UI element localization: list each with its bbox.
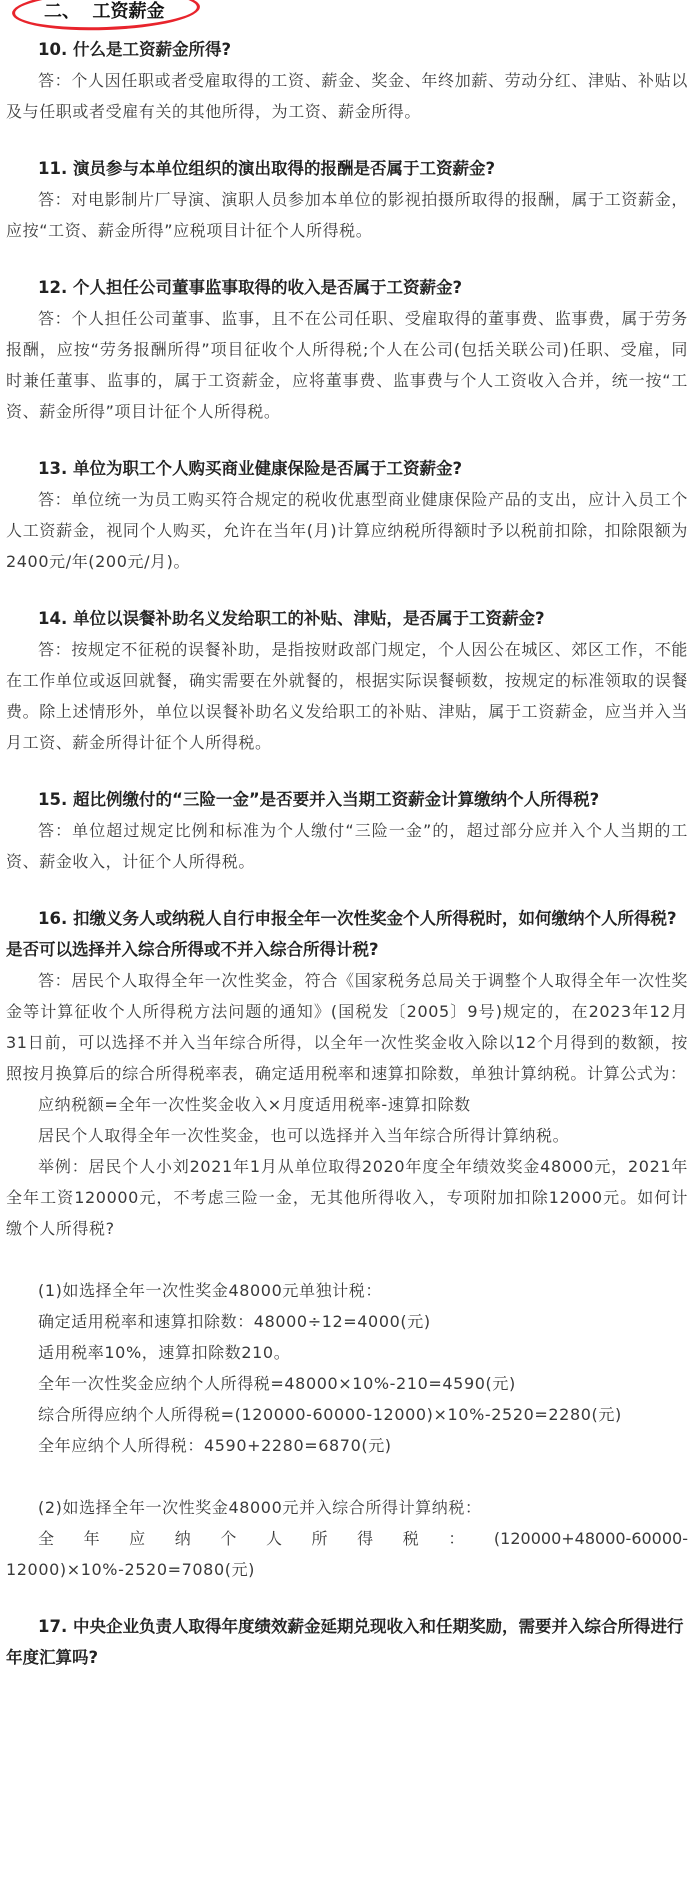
qa-item-12 xyxy=(6,272,688,427)
spacer xyxy=(6,1461,688,1492)
calc-line: 确定适用税率和速算扣除数：48000÷12=4000(元) xyxy=(38,1312,431,1331)
question: 12. 个人担任公司董事监事取得的收入是否属于工资薪金? xyxy=(38,278,463,297)
calc-line: 适用税率10%，速算扣除数210。 xyxy=(38,1343,291,1362)
answer-note: 居民个人取得全年一次性奖金，也可以选择并入当年综合所得计算纳税。 xyxy=(38,1126,570,1145)
qa-item-13 xyxy=(6,453,688,577)
answer: 答：个人因任职或者受雇取得的工资、薪金、奖金、年终加薪、劳动分红、津贴、补贴以及与任职或者受雇有关的其他所得，为工资、薪金所得。 xyxy=(6,71,688,121)
option-1-heading: (1)如选择全年一次性奖金48000元单独计税： xyxy=(38,1281,382,1300)
calc-line: 综合所得应纳个人所得税=(120000-60000-12000)×10%-2520=2280(元) xyxy=(38,1405,622,1424)
question: 14. 单位以误餐补助名义发给职工的补贴、津贴，是否属于工资薪金? xyxy=(38,609,545,628)
answer: 答：对电影制片厂导演、演职人员参加本单位的影视拍摄所取得的报酬，属于工资薪金，应按“工资、薪金所得”应税项目计征个人所得税。 xyxy=(6,190,688,240)
answer: 答：单位统一为员工购买符合规定的税收优惠型商业健康保险产品的支出，应计入员工个人工资薪金，视同个人购买，允许在当年(月)计算应纳税所得额时予以税前扣除，扣除限额为2400元/年(200元/月)。 xyxy=(6,490,688,571)
calc-line: 12000)×10%-2520=7080(元) xyxy=(6,1560,256,1579)
calc-line: 全年应纳个人所得税：(120000+48000-60000- xyxy=(38,1529,688,1548)
question: 10. 什么是工资薪金所得? xyxy=(38,40,232,59)
formula: 应纳税额=全年一次性奖金收入×月度适用税率-速算扣除数 xyxy=(38,1095,471,1114)
qa-item-17 xyxy=(6,1611,688,1673)
question: 16. 扣缴义务人或纳税人自行申报全年一次性奖金个人所得税时，如何缴纳个人所得税?是否可以选择并入综合所得或不并入综合所得计税? xyxy=(6,909,677,959)
qa-item-10 xyxy=(6,34,688,127)
question: 15. 超比例缴付的“三险一金”是否要并入当期工资薪金计算缴纳个人所得税? xyxy=(38,790,600,809)
section-title: 二、 工资薪金 xyxy=(44,1,165,22)
qa-item-15 xyxy=(6,784,688,877)
qa-item-11 xyxy=(6,153,688,246)
answer: 答：单位超过规定比例和标准为个人缴付“三险一金”的，超过部分应并入个人当期的工资、薪金收入，计征个人所得税。 xyxy=(6,821,688,871)
option-2-heading: (2)如选择全年一次性奖金48000元并入综合所得计算纳税： xyxy=(38,1498,482,1517)
qa-item-16 xyxy=(6,903,688,1585)
section-header xyxy=(6,0,688,30)
answer: 答：居民个人取得全年一次性奖金，符合《国家税务总局关于调整个人取得全年一次性奖金等计算征收个人所得税方法问题的通知》(国税发〔2005〕9号)规定的，在2023年12月31日前，可以选择不并入当年综合所得，以全年一次性奖金收入除以12个月得到的数额，按照按月换算后的综合所得税率表，确定适用税率和速算扣除数，单独计算纳税。计算公式为： xyxy=(6,971,688,1083)
answer: 答：个人担任公司董事、监事，且不在公司任职、受雇取得的董事费、监事费，属于劳务报酬，应按“劳务报酬所得”项目征收个人所得税;个人在公司(包括关联公司)任职、受雇，同时兼任董事、监事的，属于工资薪金，应将董事费、监事费与个人工资收入合并，统一按“工资、薪金所得”项目计征个人所得税。 xyxy=(6,309,688,421)
example: 举例：居民个人小刘2021年1月从单位取得2020年度全年绩效奖金48000元，2021年全年工资120000元，不考虑三险一金，无其他所得收入，专项附加扣除12000元。如何计缴个人所得税? xyxy=(6,1157,688,1238)
qa-item-14 xyxy=(6,603,688,758)
question: 17. 中央企业负责人取得年度绩效薪金延期兑现收入和任期奖励，需要并入综合所得进行年度汇算吗? xyxy=(6,1617,684,1667)
spacer xyxy=(6,1244,688,1275)
question: 11. 演员参与本单位组织的演出取得的报酬是否属于工资薪金? xyxy=(38,159,496,178)
calc-line: 全年一次性奖金应纳个人所得税=48000×10%-210=4590(元) xyxy=(38,1374,516,1393)
calc-line: 全年应纳个人所得税：4590+2280=6870(元) xyxy=(38,1436,392,1455)
answer: 答：按规定不征税的误餐补助，是指按财政部门规定，个人因公在城区、郊区工作，不能在工作单位或返回就餐，确实需要在外就餐的，根据实际误餐顿数，按规定的标准领取的误餐费。除上述情形外，单位以误餐补助名义发给职工的补贴、津贴，属于工资薪金，应当并入当月工资、薪金所得计征个人所得税。 xyxy=(6,640,688,752)
question: 13. 单位为职工个人购买商业健康保险是否属于工资薪金? xyxy=(38,459,463,478)
